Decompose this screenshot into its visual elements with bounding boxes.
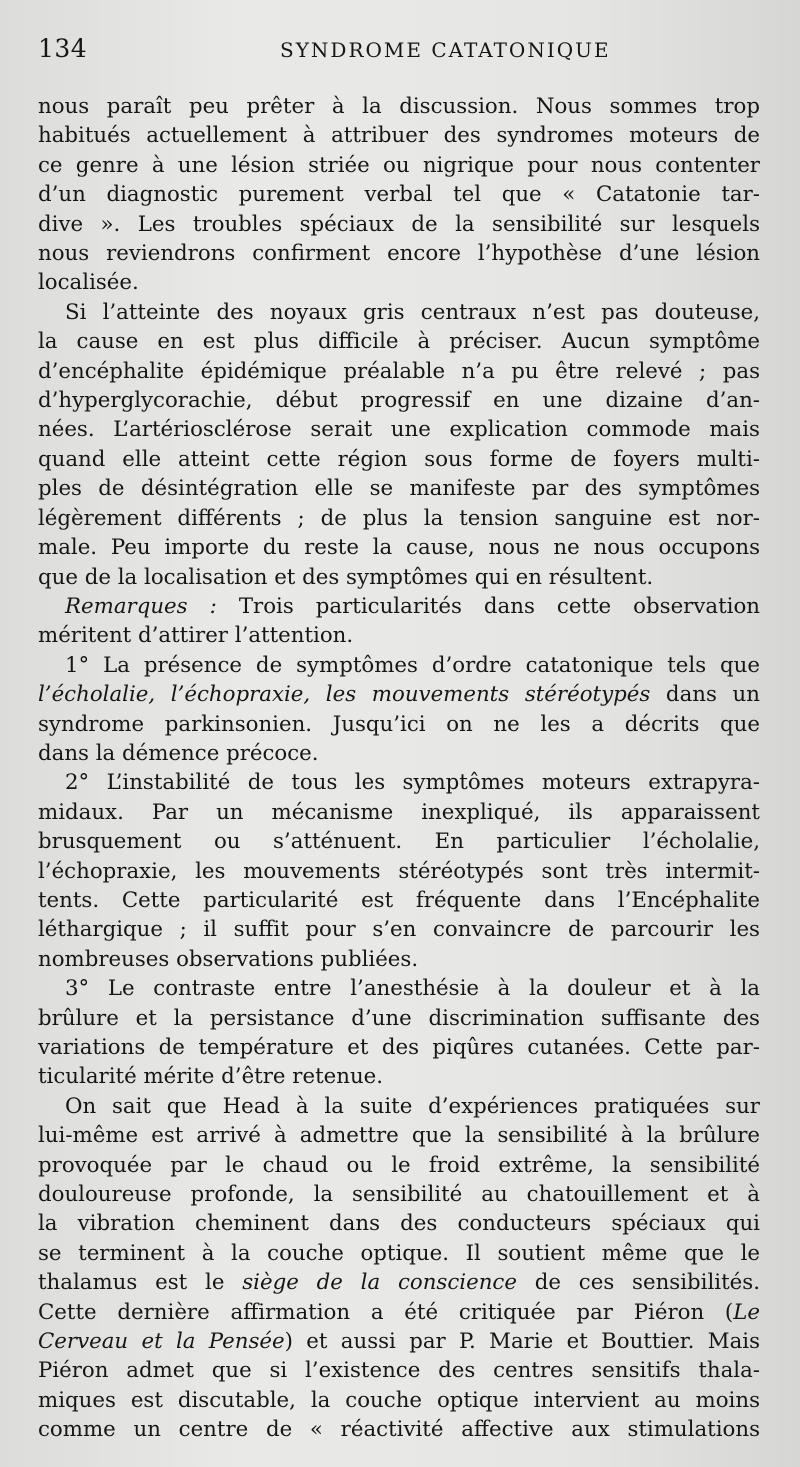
text-segment: d’un diagnostic purement verbal tel que « Catatonie tar- bbox=[38, 182, 760, 208]
page-number: 134 bbox=[38, 34, 88, 63]
text-line bbox=[38, 563, 760, 592]
text-segment: l’échopraxie, les mouvements stéréotypés sont très intermit- bbox=[38, 858, 760, 884]
text-line bbox=[38, 92, 760, 121]
text-line bbox=[38, 651, 760, 680]
italic-text: Remarques : bbox=[65, 593, 217, 619]
text-line bbox=[38, 974, 760, 1003]
text-line bbox=[38, 445, 760, 474]
text-segment: quand elle atteint cette région sous forme de foyers multi- bbox=[38, 446, 760, 472]
text-line bbox=[38, 180, 760, 209]
text-line bbox=[38, 710, 760, 739]
text-segment: midaux. Par un mécanisme inexpliqué, ils apparaissent bbox=[38, 799, 760, 825]
italic-text: Le bbox=[733, 1299, 760, 1325]
text-line bbox=[38, 1209, 760, 1238]
text-line bbox=[38, 798, 760, 827]
italic-text: Cerveau et la Pensée bbox=[38, 1329, 285, 1355]
text-line bbox=[38, 1386, 760, 1415]
text-segment: dive ». Les troubles spéciaux de la sensibilité sur lesquels bbox=[38, 211, 760, 237]
text-line bbox=[38, 1327, 760, 1356]
text-segment: nées. L’artériosclérose serait une explication commode mais bbox=[38, 417, 760, 443]
text-line bbox=[38, 768, 760, 797]
text-line bbox=[38, 1239, 760, 1268]
text-segment: Cette dernière affirmation a été critiquée par Piéron ( bbox=[38, 1299, 734, 1325]
text-line bbox=[38, 857, 760, 886]
text-segment: habitués actuellement à attribuer des syndromes moteurs de bbox=[38, 123, 760, 149]
text-line bbox=[38, 327, 760, 356]
text-segment: que de la localisation et des symptômes qui en résultent. bbox=[38, 564, 654, 590]
text-segment: la vibration cheminent dans des conducteurs spéciaux qui bbox=[38, 1211, 760, 1237]
text-segment: brûlure et la persistance d’une discrimination suffisante des bbox=[38, 1005, 760, 1031]
text-segment: 2° L’instabilité de tous les symptômes moteurs extrapyra- bbox=[65, 770, 760, 796]
text-segment: syndrome parkinsonien. Jusqu’ici on ne les a décrits que bbox=[38, 711, 760, 737]
text-segment: se terminent à la couche optique. Il soutient même que le bbox=[38, 1240, 760, 1266]
text-segment: male. Peu importe du reste la cause, nous ne nous occupons bbox=[38, 535, 760, 561]
text-segment: Trois particularités dans cette observation bbox=[216, 593, 760, 619]
text-line bbox=[38, 945, 760, 974]
text-line bbox=[38, 1121, 760, 1150]
text-line bbox=[38, 1033, 760, 1062]
text-line bbox=[38, 1415, 760, 1444]
text-line bbox=[38, 504, 760, 533]
text-segment: 3° Le contraste entre l’anesthésie à la douleur et à la bbox=[65, 976, 760, 1002]
text-segment: brusquement ou s’atténuent. En particulier l’écholalie, bbox=[38, 829, 760, 855]
body-text bbox=[38, 92, 760, 1445]
text-line bbox=[38, 1092, 760, 1121]
text-segment: 1° La présence de symptômes d’ordre catatonique tels que bbox=[65, 652, 760, 678]
text-segment: Piéron admet que si l’existence des centres sensitifs thala- bbox=[38, 1358, 760, 1384]
text-segment: miques est discutable, la couche optique intervient au moins bbox=[38, 1387, 760, 1413]
text-segment: ticularité mérite d’être retenue. bbox=[38, 1064, 384, 1090]
text-line bbox=[38, 386, 760, 415]
text-line bbox=[38, 474, 760, 503]
text-segment: comme un centre de « réactivité affective aux stimulations bbox=[38, 1417, 760, 1443]
text-segment: nombreuses observations publiées. bbox=[38, 946, 419, 972]
text-line bbox=[38, 1004, 760, 1033]
text-line bbox=[38, 1356, 760, 1385]
text-line bbox=[38, 739, 760, 768]
text-segment: léthargique ; il suffit pour s’en convaincre de parcourir les bbox=[38, 917, 760, 943]
text-line bbox=[38, 239, 760, 268]
page-header bbox=[38, 34, 760, 78]
text-segment: On sait que Head à la suite d’expériences pratiquées sur bbox=[65, 1093, 760, 1119]
text-line bbox=[38, 533, 760, 562]
text-line bbox=[38, 915, 760, 944]
text-segment: tents. Cette particularité est fréquente dans l’Encéphalite bbox=[38, 887, 760, 913]
text-line bbox=[38, 1151, 760, 1180]
text-segment: provoquée par le chaud ou le froid extrême, la sensibilité bbox=[38, 1152, 760, 1178]
text-segment: légèrement différents ; de plus la tension sanguine est nor- bbox=[38, 505, 760, 531]
text-segment: de ces sensibilités. bbox=[516, 1270, 760, 1296]
text-line bbox=[38, 886, 760, 915]
text-segment: d’hyperglycorachie, début progressif en une dizaine d’an- bbox=[38, 388, 760, 414]
text-line bbox=[38, 621, 760, 650]
text-segment: la cause en est plus difficile à préciser. Aucun symptôme bbox=[38, 329, 760, 355]
text-segment: ce genre à une lésion striée ou nigrique pour nous contenter bbox=[38, 152, 760, 178]
italic-text: l’écholalie, l’échopraxie, les mouvements stéréotypés bbox=[38, 682, 651, 708]
text-segment: dans un bbox=[650, 682, 760, 708]
text-line bbox=[38, 1062, 760, 1091]
text-line bbox=[38, 1268, 760, 1297]
text-segment: lui-même est arrivé à admettre que la sensibilité à la brûlure bbox=[38, 1123, 760, 1149]
italic-text: siège de la conscience bbox=[242, 1270, 517, 1296]
text-line bbox=[38, 357, 760, 386]
text-segment: douloureuse profonde, la sensibilité au chatouillement et à bbox=[38, 1182, 760, 1208]
text-line bbox=[38, 415, 760, 444]
text-segment: nous reviendrons confirment encore l’hypothèse d’une lésion bbox=[38, 241, 760, 267]
text-line bbox=[38, 592, 760, 621]
running-title: SYNDROME CATATONIQUE bbox=[280, 38, 611, 62]
text-segment: ) et aussi par P. Marie et Bouttier. Mais bbox=[284, 1329, 761, 1355]
text-line bbox=[38, 210, 760, 239]
text-line bbox=[38, 151, 760, 180]
text-segment: méritent d’attirer l’attention. bbox=[38, 623, 354, 649]
text-segment: d’encéphalite épidémique préalable n’a pu être relevé ; pas bbox=[38, 358, 760, 384]
text-segment: Si l’atteinte des noyaux gris centraux n’est pas douteuse, bbox=[65, 299, 760, 325]
text-segment: variations de température et des piqûres cutanées. Cette par- bbox=[38, 1035, 760, 1060]
text-line bbox=[38, 298, 760, 327]
text-line bbox=[38, 268, 760, 297]
text-line bbox=[38, 1180, 760, 1209]
text-segment: dans la démence précoce. bbox=[38, 740, 319, 766]
text-line bbox=[38, 680, 760, 709]
text-line bbox=[38, 121, 760, 150]
text-segment: localisée. bbox=[38, 270, 139, 296]
text-line bbox=[38, 827, 760, 856]
text-segment: thalamus est le bbox=[38, 1270, 243, 1296]
text-segment: ples de désintégration elle se manifeste par des symptômes bbox=[38, 476, 760, 502]
text-line bbox=[38, 1298, 760, 1327]
text-segment: nous paraît peu prêter à la discussion. Nous sommes trop bbox=[38, 94, 760, 119]
